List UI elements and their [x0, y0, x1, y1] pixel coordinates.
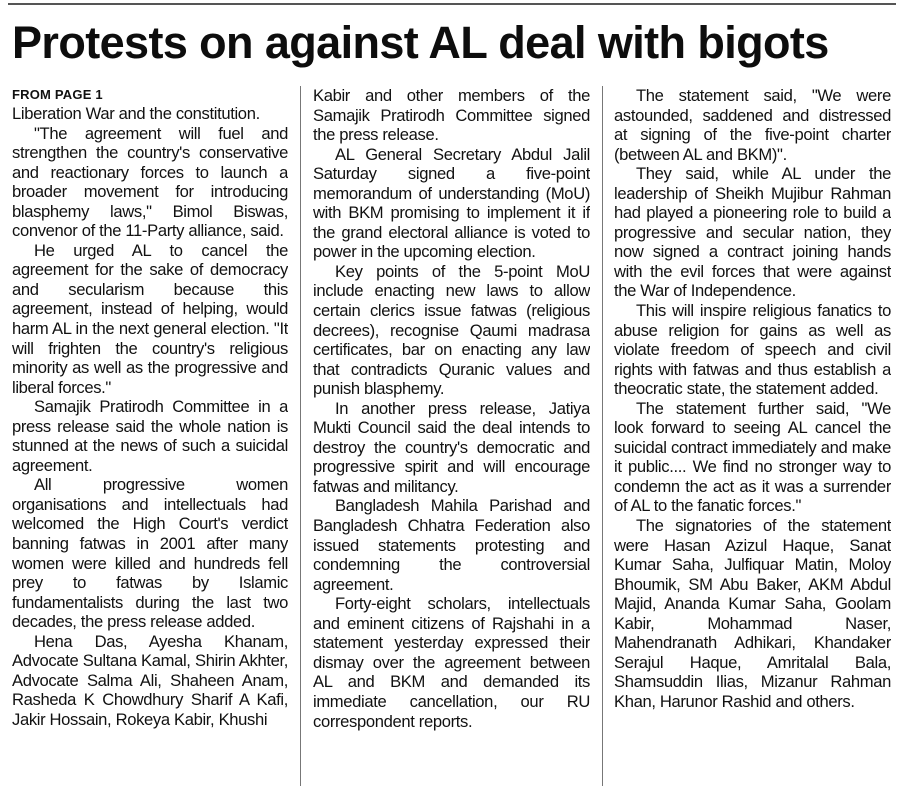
paragraph: The statement said, "We were astounded, saddened and distressed at signing of the five-point charter (between AL and BKM)".: [614, 86, 891, 164]
column-divider: [602, 86, 603, 786]
paragraph: Samajik Pratirodh Committee in a press release said the whole nation is stunned at the news of such a suicidal agreement.: [12, 397, 288, 475]
article-column-3: [614, 86, 891, 786]
paragraph: Forty-eight scholars, intellectuals and eminent citizens of Rajshahi in a statement yesterday expressed their dismay over the agreement between AL and BKM and demanded its immediate cancellation, our RU correspondent reports.: [313, 594, 590, 731]
paragraph: Liberation War and the constitution.: [12, 104, 260, 123]
paragraph: Bangladesh Mahila Parishad and Bangladesh Chhatra Federation also issued statements protesting and condemning the controversial agreement.: [313, 496, 590, 594]
continuation-kicker: FROM PAGE 1: [12, 87, 103, 102]
paragraph: All progressive women organisations and intellectuals had welcomed the High Court's verdict banning fatwas in 2001 after many women were killed and hundreds fell prey to fatwas by Islamic fundamentalists during the last two decades, the press release added.: [12, 475, 288, 632]
headline: Protests on against AL deal with bigots: [12, 17, 829, 68]
paragraph: This will inspire religious fanatics to abuse religion for gains as well as violate freedom of speech and civil rights with fatwas and thus establish a theocratic state, the statement added.: [614, 301, 891, 399]
paragraph: The statement further said, "We look forward to seeing AL cancel the suicidal contract immediately and make it public.... We find no stronger way to condemn the act as it was a surrender of AL to the fanatic forces.": [614, 398, 891, 516]
paragraph: "The agreement will fuel and strengthen the country's conservative and reactionary forces to launch a broader movement for introducing blasphemy laws," Bimol Biswas, convenor of the 11-Party alliance, said.: [12, 123, 288, 241]
column-divider: [300, 86, 301, 786]
article-column-2: [313, 86, 590, 786]
paragraph: Key points of the 5-point MoU include enacting new laws to allow certain clerics issue fatwas (religious decrees), recognise Qaumi madrasa certificates, bar on enacting any law that contradicts Quranic values and punish blasphemy.: [313, 261, 590, 399]
paragraph: He urged AL to cancel the agreement for the sake of democracy and secularism because this agreement, instead of helping, would harm AL in the next general election. "It will frighten the country's religious minority as well as the progressive and liberal forces.": [12, 240, 288, 397]
paragraph: Hena Das, Ayesha Khanam, Advocate Sultana Kamal, Shirin Akhter, Advocate Salma Ali, Shaheen Anam, Rasheda K Chowdhury Sharif A Kafi, Jakir Hossain, Rokeya Kabir, Khushi: [12, 631, 288, 729]
paragraph: They said, while AL under the leadership of Sheikh Mujibur Rahman had played a pioneering role to build a progressive and secular nation, they now signed a contract joining hands with the evil forces that were against the War of Independence.: [614, 164, 891, 301]
article-column-1: [12, 86, 288, 786]
paragraph: Kabir and other members of the Samajik Pratirodh Committee signed the press release.: [313, 86, 590, 145]
top-rule: [8, 3, 896, 5]
paragraph: The signatories of the statement were Hasan Azizul Haque, Sanat Kumar Saha, Julfiquar Matin, Moloy Bhoumik, SM Abu Baker, AKM Abdul Majid, Ananda Kumar Saha, Goolam Kabir, Mohammad Naser, Mahendranath Adhikari, Khandaker Serajul Haque, Amritalal Bala, Shamsuddin Ilias, Mizanur Rahman Khan, Harunor Rashid and others.: [614, 516, 891, 711]
paragraph: In another press release, Jatiya Mukti Council said the deal intends to destroy the country's democratic and progressive spirit and will encourage fatwas and militancy.: [313, 398, 590, 496]
paragraph: AL General Secretary Abdul Jalil Saturday signed a five-point memorandum of understanding (MoU) with BKM promising to implement it if the grand electoral alliance is voted to power in the upcoming election.: [313, 144, 590, 262]
